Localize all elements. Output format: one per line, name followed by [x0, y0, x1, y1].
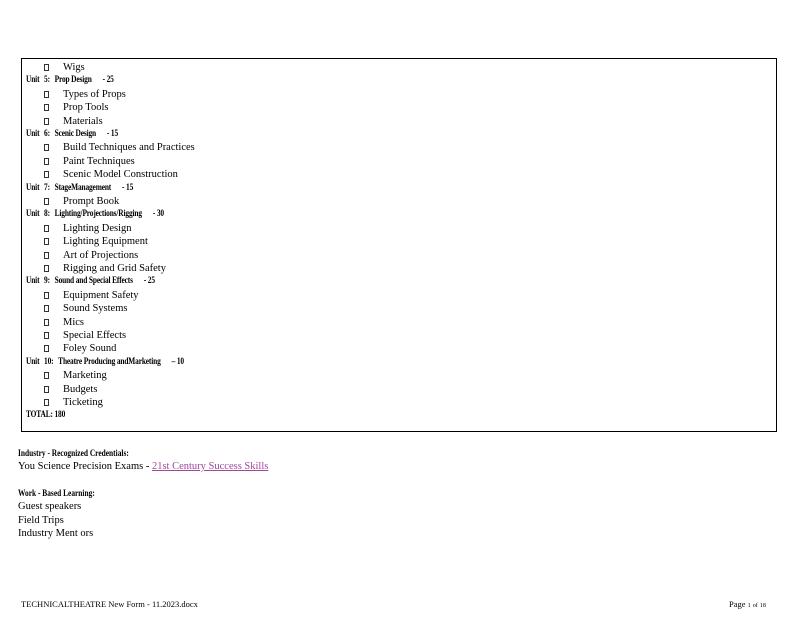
bullet-icon: [44, 104, 49, 111]
unit-number: 7:: [44, 182, 50, 193]
unit-heading: [26, 74, 114, 87]
list-item: [44, 302, 127, 315]
credentials-heading: Industry - Recognized Credentials:: [18, 449, 129, 459]
unit-title: Prop Design: [54, 75, 92, 86]
unit-title: Theatre Producing andMarketing: [58, 356, 161, 367]
unit-number: 8:: [44, 209, 50, 220]
unit-number: 10:: [44, 356, 54, 367]
bullet-icon: [44, 64, 49, 71]
list-item-text: Prop Tools: [63, 102, 109, 114]
unit-title: Lighting/Projections/Rigging: [54, 209, 142, 220]
list-item: [44, 101, 108, 114]
list-item-text: Rigging and Grid Safety: [63, 263, 166, 274]
list-item: [44, 222, 132, 235]
bullet-icon: [44, 118, 49, 125]
list-item: [44, 383, 97, 396]
unit-number: 9:: [44, 276, 50, 287]
unit-hours: - 30: [152, 209, 164, 220]
unit-label: Unit: [26, 182, 40, 193]
unit-label: Unit: [26, 209, 40, 220]
bullet-icon: [44, 345, 49, 352]
unit-hours: - 15: [106, 129, 119, 139]
list-item: [44, 249, 138, 262]
list-item-text: Build Techniques and Practices: [63, 142, 195, 154]
bullet-icon: [44, 198, 49, 205]
bullet-icon: [44, 158, 49, 165]
bullet-icon: [44, 386, 49, 393]
list-item-text: Sound Systems: [63, 303, 128, 315]
total-hours: TOTAL: 180: [26, 410, 66, 421]
list-item: [44, 115, 103, 128]
list-item-text: Materials: [63, 115, 103, 127]
unit-label: Unit: [26, 356, 40, 367]
bullet-icon: [44, 332, 49, 339]
footer-page-number: [729, 599, 766, 609]
list-item: [44, 369, 107, 382]
bullet-icon: [44, 144, 49, 151]
success-skills-link[interactable]: 21st Century Success Skills: [151, 461, 269, 472]
list-item: [44, 155, 135, 168]
unit-title: Sound and Special Effects: [54, 276, 133, 287]
unit-heading: [26, 182, 133, 195]
unit-number: 5:: [44, 75, 50, 86]
page-of: of: [752, 603, 758, 609]
unit-table: [21, 58, 777, 432]
work-based-heading: Work - Based Learning:: [18, 489, 95, 499]
unit-heading: [26, 275, 155, 288]
list-item: [44, 396, 103, 409]
list-item-text: Types of Props: [63, 88, 126, 100]
bullet-icon: [44, 305, 49, 312]
bullet-icon: [44, 319, 49, 326]
list-item: [44, 88, 126, 101]
unit-hours: - 25: [102, 75, 114, 86]
list-item-text: Special Effects: [63, 330, 127, 341]
list-item: [44, 342, 116, 355]
list-item-text: Ticketing: [63, 397, 103, 408]
page-current: 1: [747, 603, 751, 609]
unit-title: StageManagement: [54, 182, 112, 193]
list-item-text: Lighting Equipment: [63, 236, 148, 248]
list-item-text: Scenic Model Construction: [63, 169, 178, 181]
bullet-icon: [44, 252, 49, 259]
bullet-icon: [44, 91, 49, 98]
bullet-icon: [44, 399, 49, 406]
list-item: [44, 195, 119, 208]
unit-number: 6:: [44, 129, 50, 139]
list-item: [44, 329, 126, 342]
page-label: Page: [729, 599, 746, 609]
unit-heading: [26, 128, 118, 141]
unit-label: Unit: [26, 276, 40, 287]
credentials-line: [18, 461, 268, 472]
work-based-item: Field Trips: [18, 515, 64, 526]
unit-hours: - 15: [122, 182, 134, 193]
unit-heading: [26, 208, 164, 221]
credentials-text: You Science Precision Exams -: [18, 461, 152, 472]
work-based-item: Industry Ment ors: [18, 528, 94, 539]
list-item: [44, 141, 195, 154]
list-item-text: Mics: [63, 316, 84, 328]
list-item-text: Art of Projections: [63, 249, 139, 261]
page-total: 18: [759, 603, 766, 609]
bullet-icon: [44, 225, 49, 232]
list-item: [44, 235, 148, 248]
list-item: [44, 61, 85, 74]
list-item-text: Paint Techniques: [63, 155, 135, 167]
bullet-icon: [44, 171, 49, 178]
list-item-text: Marketing: [63, 370, 107, 382]
bullet-icon: [44, 372, 49, 379]
unit-label: Unit: [26, 129, 40, 139]
footer-filename: TECHNICALTHEATRE New Form - 11.2023.docx: [21, 599, 198, 609]
list-item: [44, 289, 139, 302]
list-item-text: Wigs: [63, 62, 85, 73]
list-item: [44, 262, 166, 275]
list-item-text: Equipment Safety: [63, 289, 139, 301]
unit-heading: [26, 356, 184, 369]
list-item-text: Foley Sound: [63, 343, 117, 355]
unit-label: Unit: [26, 75, 40, 86]
bullet-icon: [44, 265, 49, 272]
list-item-text: Prompt Book: [63, 196, 120, 207]
work-based-item: Guest speakers: [18, 501, 82, 512]
unit-title: Scenic Design: [54, 129, 97, 139]
list-item-text: Lighting Design: [63, 222, 132, 234]
list-item: [44, 168, 178, 181]
unit-hours: - 25: [143, 276, 155, 287]
list-item: [44, 316, 84, 329]
bullet-icon: [44, 238, 49, 245]
bullet-icon: [44, 292, 49, 299]
unit-hours: – 10: [171, 356, 184, 367]
list-item-text: Budgets: [63, 383, 98, 395]
